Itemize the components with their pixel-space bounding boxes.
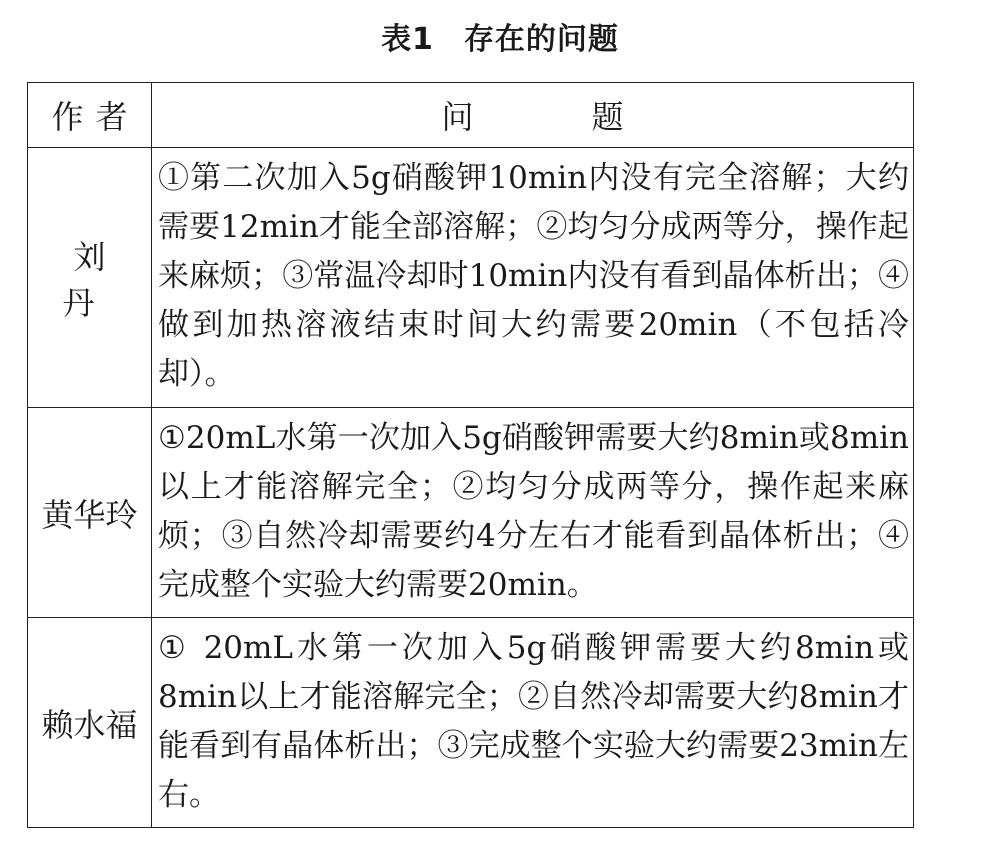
issue-cell: ①20mL水第一次加入5g硝酸钾需要大约8min或8min以上才能溶解完全；②均匀分成两等分，操作起来麻烦；③自然冷却需要约4分左右才能看到晶体析出；④完成整个实验大约需要20min。 <box>152 408 914 618</box>
author-name: 刘丹 <box>62 237 128 322</box>
table-number: 表1 <box>381 22 434 57</box>
table-caption <box>0 18 1000 62</box>
author-cell <box>28 148 152 408</box>
table-row <box>28 618 914 828</box>
header-issue: 问题 <box>152 83 914 148</box>
issues-table <box>27 82 914 828</box>
issue-cell: ①第二次加入5g硝酸钾10min内没有完全溶解；大约需要12min才能全部溶解；②均匀分成两等分，操作起来麻烦；③常温冷却时10min内没有看到晶体析出；④做到加热溶液结束时间大约需要20min（不包括冷却）。 <box>152 148 914 408</box>
table-title: 存在的问题 <box>463 22 619 57</box>
issue-cell: ① 20mL水第一次加入5g硝酸钾需要大约8min或8min以上才能溶解完全；②自然冷却需要大约8min才能看到有晶体析出；③完成整个实验大约需要23min左右。 <box>152 618 914 828</box>
table-header-row <box>28 83 914 148</box>
author-name: 赖水福 <box>41 705 138 744</box>
table-row <box>28 408 914 618</box>
table-row <box>28 148 914 408</box>
header-author: 作者 <box>28 83 152 148</box>
author-name: 黄华玲 <box>41 495 138 534</box>
author-cell <box>28 618 152 828</box>
author-cell <box>28 408 152 618</box>
